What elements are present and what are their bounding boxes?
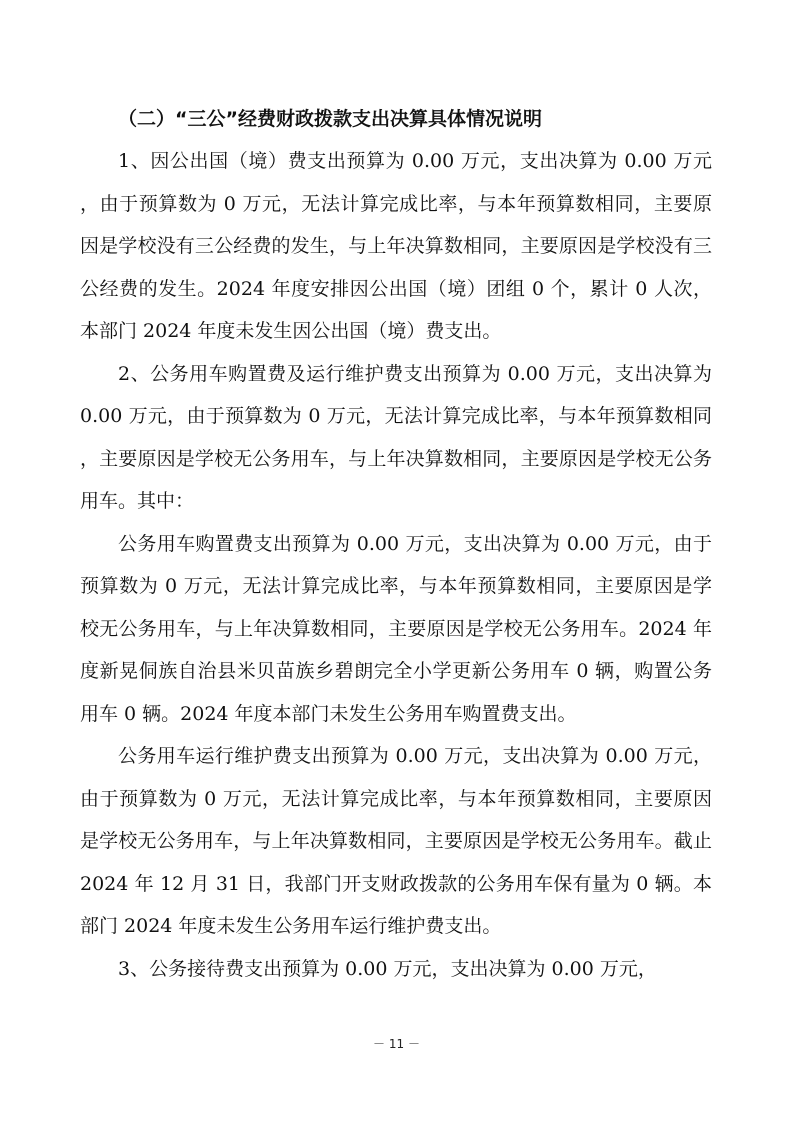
paragraph-4: 公务用车运行维护费支出预算为 0.00 万元，支出决算为 0.00 万元，由于预算数为 0 万元，无法计算完成比率，与本年预算数相同，主要原因是学校无公务用车，与上年决算数相同，主要原因是学校无公务用车。截止 2024 年 12 月 31 日，我部门开支财政拨款的公务用车保有量为 0 辆。本部门 2024 年度未发生公务用车运行维护费支出。 [80, 745, 712, 937]
page-number: － 11 － [373, 1037, 420, 1051]
paragraph-3: 公务用车购置费支出预算为 0.00 万元，支出决算为 0.00 万元，由于预算数为 0 万元，无法计算完成比率，与本年预算数相同，主要原因是学校无公务用车，与上年决算数相同，主要原因是学校无公务用车。2024 年度新晃侗族自治县米贝苗族乡碧朗完全小学更新公务用车 0 辆，购置公务用车 0 辆。2024 年度本部门未发生公务用车购置费支出。 [80, 532, 712, 725]
section-heading: （二）“三公”经费财政拨款支出决算具体情况说明 [118, 108, 542, 130]
paragraph-5: 3、公务接待费支出预算为 0.00 万元，支出决算为 0.00 万元， [118, 957, 657, 980]
paragraph-1: 1、因公出国（境）费支出预算为 0.00 万元，支出决算为 0.00 万元，由于预算数为 0 万元，无法计算完成比率，与本年预算数相同，主要原因是学校没有三公经费的发生，与上年决算数相同，主要原因是学校没有三公经费的发生。2024 年度安排因公出国（境）团组 0 个，累计 0 人次，本部门 2024 年度未发生因公出国（境）费支出。 [80, 150, 712, 342]
document-body [80, 98, 712, 990]
paragraph-2: 2、公务用车购置费及运行维护费支出预算为 0.00 万元，支出决算为 0.00 万元，由于预算数为 0 万元，无法计算完成比率，与本年预算数相同，主要原因是学校无公务用车，与上年决算数相同，主要原因是学校无公务用车。其中： [80, 362, 712, 512]
